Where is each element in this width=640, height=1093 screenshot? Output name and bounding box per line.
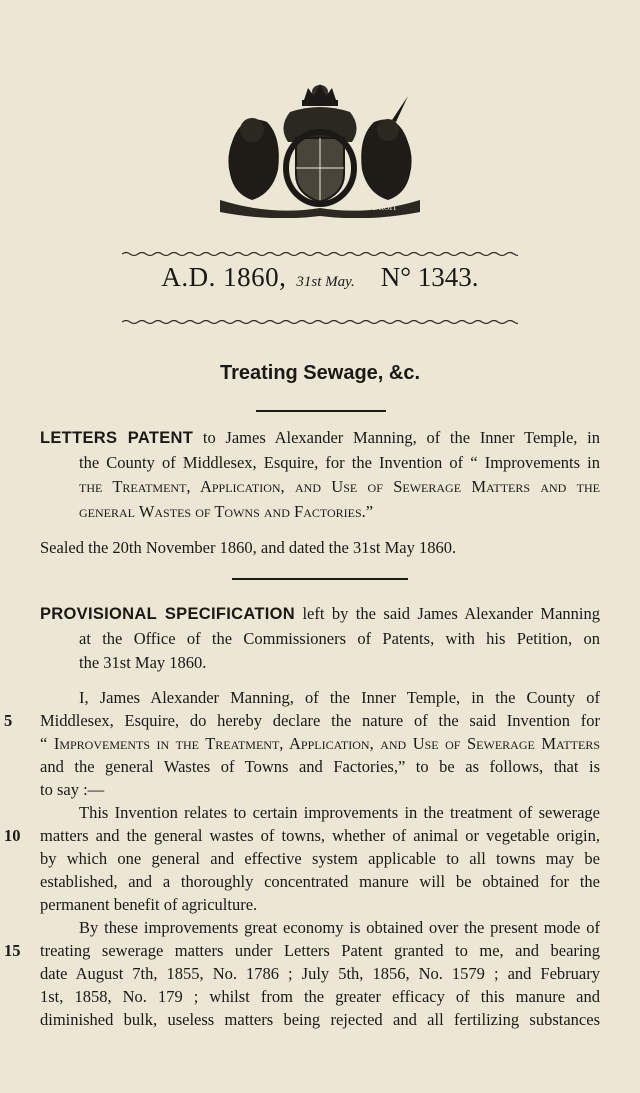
body-line: By these improvements great economy is obtained over the present mode of xyxy=(79,918,600,937)
specification-body xyxy=(4,686,600,1031)
letters-patent-lead: LETTERS PATENT xyxy=(40,429,194,447)
line-number: 10 xyxy=(4,826,21,845)
body-line: 1st, 1858, No. 179 ; whilst from the greater efficacy of this manure and xyxy=(40,987,600,1006)
decorative-wavy-rule-bottom xyxy=(122,318,518,326)
body-line: by which one general and effective system applicable to all towns may be xyxy=(40,849,600,868)
handwritten-date: 31st May. xyxy=(296,274,355,290)
body-line: established, and a thoroughly concentrated manure will be obtained for the xyxy=(40,872,600,891)
body-line: diminished bulk, useless matters being rejected and all fertilizing substances xyxy=(40,1010,600,1029)
decorative-wavy-rule-top xyxy=(122,250,518,258)
line-number: 5 xyxy=(4,711,13,730)
patent-number: N° 1343. xyxy=(380,262,479,292)
body-line: “ Improvements in the Treatment, Application, and Use of Sewerage Matters xyxy=(40,734,600,753)
line-number: 15 xyxy=(4,941,21,960)
body-line: I, James Alexander Manning, of the Inner Temple, in the County of xyxy=(79,688,600,707)
body-line: to say :— xyxy=(40,780,105,799)
body-line: permanent benefit of agriculture. xyxy=(40,895,258,914)
provisional-lead: PROVISIONAL SPECIFICATION xyxy=(40,605,295,623)
section-divider xyxy=(232,578,408,580)
letters-patent-paragraph: LETTERS PATENT to James Alexander Manning, of the Inner Temple, in the County of Middlesex, Esquire, for the Invention of “ Improvements in the Treatment, Application, and Use of Sewerage Matters and the general Wastes of Towns and Factories.” xyxy=(40,428,600,521)
body-line: 5 Middlesex, Esquire, do hereby declare the nature of the said Invention for xyxy=(4,711,600,730)
body-line: date August 7th, 1855, No. 1786 ; July 5th, 1856, No. 1579 ; and February xyxy=(40,964,600,983)
body-line: and the general Wastes of Towns and Factories,” to be as follows, that is xyxy=(40,757,600,776)
ad-year: A.D. 1860, xyxy=(161,262,287,292)
svg-text:DIEU ET: DIEU ET xyxy=(252,201,283,210)
body-line: 15 treating sewerage matters under Letters Patent granted to me, and bearing xyxy=(4,941,600,960)
document-title: Treating Sewage, &c. xyxy=(219,362,421,384)
body-line: 10 matters and the general wastes of towns, whether of animal or vegetable origin, xyxy=(4,826,600,845)
provisional-paragraph: PROVISIONAL SPECIFICATION left by the said James Alexander Manning at the Office of the Commissioners of Patents, with his Petition, on the 31st May 1860. xyxy=(40,604,601,672)
body-line: This Invention relates to certain improvements in the treatment of sewerage xyxy=(79,803,600,822)
sealed-line: Sealed the 20th November 1860, and dated the 31st May 1860. xyxy=(40,538,457,557)
svg-text:MON DROIT: MON DROIT xyxy=(352,203,398,212)
royal-coat-of-arms-icon xyxy=(212,82,428,218)
title-divider xyxy=(256,410,386,412)
patent-header xyxy=(0,262,640,293)
